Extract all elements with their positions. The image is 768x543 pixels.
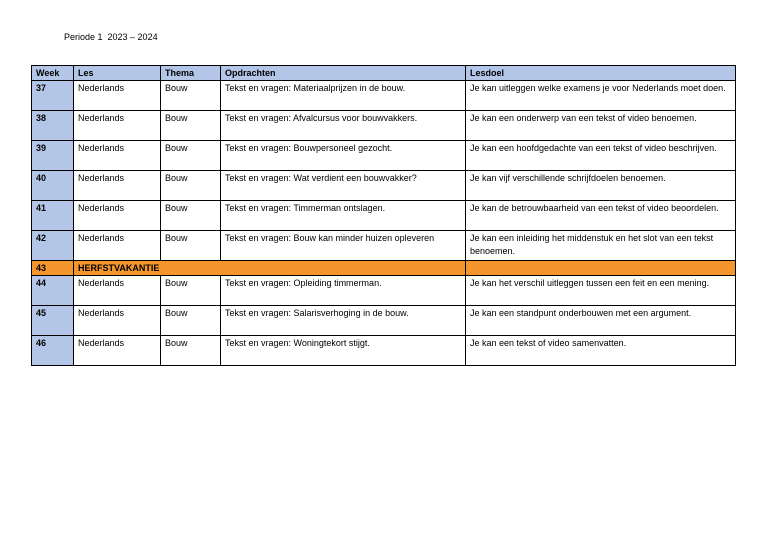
week-cell: 37 — [32, 81, 74, 111]
week-cell: 44 — [32, 276, 74, 306]
les-cell: Nederlands — [74, 111, 161, 141]
header-thema: Thema — [161, 66, 221, 81]
thema-cell: Bouw — [161, 336, 221, 366]
thema-cell: Bouw — [161, 201, 221, 231]
opdrachten-cell: Tekst en vragen: Bouwpersoneel gezocht. — [221, 141, 466, 171]
table-header-row — [32, 66, 736, 81]
les-cell: Nederlands — [74, 81, 161, 111]
week-cell: 46 — [32, 336, 74, 366]
les-cell: Nederlands — [74, 306, 161, 336]
opdrachten-cell: Tekst en vragen: Bouw kan minder huizen opleveren — [221, 231, 466, 261]
lesdoel-cell: Je kan het verschil uitleggen tussen een feit en een mening. — [466, 276, 736, 306]
lesdoel-cell: Je kan uitleggen welke examens je voor Nederlands moet doen. — [466, 81, 736, 111]
schedule-table — [31, 65, 736, 366]
header-week: Week — [32, 66, 74, 81]
table-row — [32, 201, 736, 231]
les-cell: Nederlands — [74, 231, 161, 261]
lesdoel-cell: Je kan een standpunt onderbouwen met een argument. — [466, 306, 736, 336]
thema-cell: Bouw — [161, 171, 221, 201]
les-cell: Nederlands — [74, 336, 161, 366]
opdrachten-cell: Tekst en vragen: Opleiding timmerman. — [221, 276, 466, 306]
thema-cell: Bouw — [161, 276, 221, 306]
opdrachten-cell: Tekst en vragen: Woningtekort stijgt. — [221, 336, 466, 366]
les-cell: Nederlands — [74, 201, 161, 231]
lesdoel-cell: Je kan de betrouwbaarheid van een tekst of video beoordelen. — [466, 201, 736, 231]
opdrachten-cell: Tekst en vragen: Salarisverhoging in de bouw. — [221, 306, 466, 336]
lesdoel-cell: Je kan vijf verschillende schrijfdoelen benoemen. — [466, 171, 736, 201]
thema-cell: Bouw — [161, 306, 221, 336]
opdrachten-cell: Tekst en vragen: Materiaalprijzen in de bouw. — [221, 81, 466, 111]
table-row — [32, 81, 736, 111]
table-row — [32, 141, 736, 171]
holiday-empty-cell — [466, 261, 736, 276]
week-cell: 39 — [32, 141, 74, 171]
opdrachten-cell: Tekst en vragen: Timmerman ontslagen. — [221, 201, 466, 231]
table-row — [32, 336, 736, 366]
table-row — [32, 111, 736, 141]
lesdoel-cell: Je kan een inleiding het middenstuk en het slot van een tekst benoemen. — [466, 231, 736, 261]
period-label: Periode 1 2023 – 2024 — [64, 32, 158, 42]
week-cell: 38 — [32, 111, 74, 141]
header-lesdoel: Lesdoel — [466, 66, 736, 81]
holiday-row — [32, 261, 736, 276]
thema-cell: Bouw — [161, 81, 221, 111]
header-opdrachten: Opdrachten — [221, 66, 466, 81]
opdrachten-cell: Tekst en vragen: Wat verdient een bouwvakker? — [221, 171, 466, 201]
thema-cell: Bouw — [161, 111, 221, 141]
week-cell: 42 — [32, 231, 74, 261]
table-row — [32, 171, 736, 201]
les-cell: Nederlands — [74, 141, 161, 171]
lesdoel-cell: Je kan een onderwerp van een tekst of video benoemen. — [466, 111, 736, 141]
les-cell: Nederlands — [74, 276, 161, 306]
les-cell: Nederlands — [74, 171, 161, 201]
table-row — [32, 306, 736, 336]
week-cell: 45 — [32, 306, 74, 336]
table-row — [32, 231, 736, 261]
week-cell: 43 — [32, 261, 74, 276]
thema-cell: Bouw — [161, 231, 221, 261]
lesdoel-cell: Je kan een tekst of video samenvatten. — [466, 336, 736, 366]
table-row — [32, 276, 736, 306]
thema-cell: Bouw — [161, 141, 221, 171]
opdrachten-cell: Tekst en vragen: Afvalcursus voor bouwvakkers. — [221, 111, 466, 141]
holiday-label: HERFSTVAKANTIE — [74, 261, 466, 276]
lesdoel-cell: Je kan een hoofdgedachte van een tekst of video beschrijven. — [466, 141, 736, 171]
header-les: Les — [74, 66, 161, 81]
week-cell: 41 — [32, 201, 74, 231]
week-cell: 40 — [32, 171, 74, 201]
